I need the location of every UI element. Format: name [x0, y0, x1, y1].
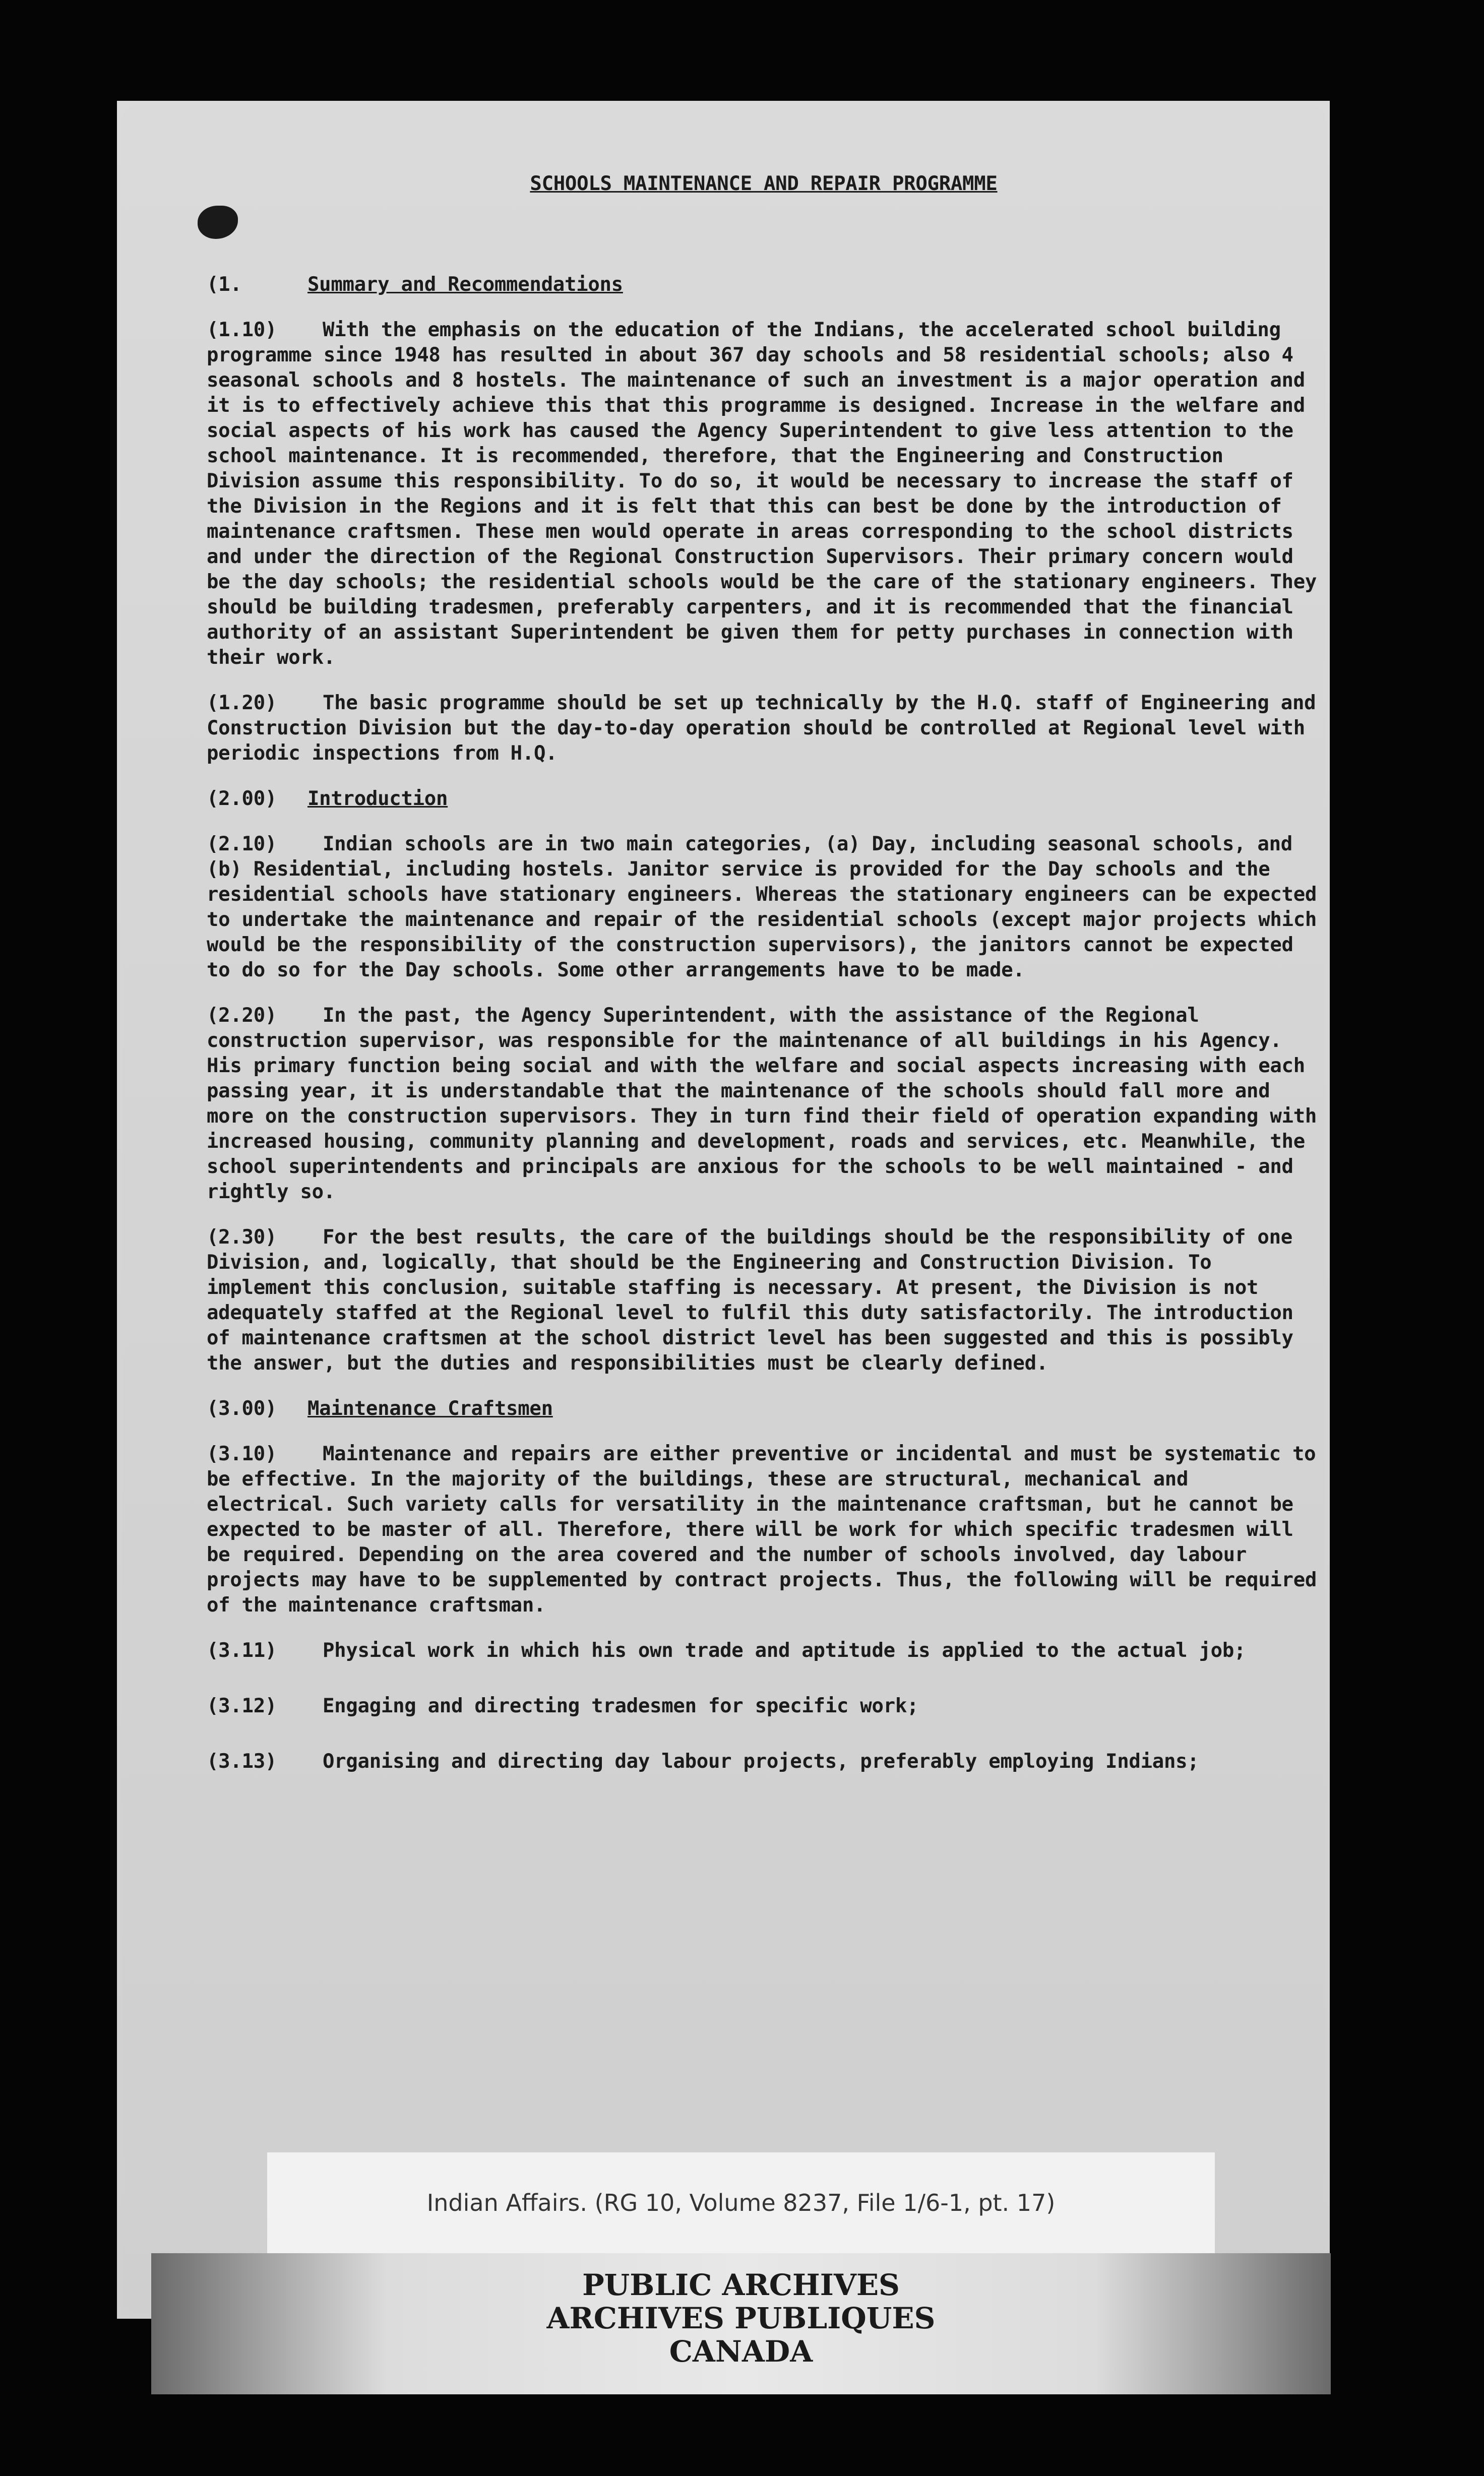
- document-title: SCHOOLS MAINTENANCE AND REPAIR PROGRAMME: [530, 172, 998, 195]
- section-number: (3.00): [207, 1397, 277, 1420]
- paragraph-text: In the past, the Agency Superintendent, with the assistance of the Regional construction supervisor, was responsible for the maintenance of all buildings in his Agency. His primary function being social and with the welfare and social aspects increasing with each passing year, it is understandable that the maintenance of the schools should fall more and more on the construction supervisors. They in turn find their field of operation expanding with increased housing, community planning and development, roads and services, etc. Meanwhile, the school superintendents and principals are anxious for the schools to be well maintained - and rightly so.: [207, 1004, 1317, 1203]
- paragraph: [207, 832, 1321, 983]
- list-item: [207, 1638, 1321, 1663]
- archive-caption: [267, 2152, 1215, 2253]
- section-number: (1.: [207, 273, 242, 296]
- item-text: Physical work in which his own trade and aptitude is applied to the actual job;: [323, 1639, 1246, 1662]
- item-text: Engaging and directing tradesmen for specific work;: [323, 1695, 919, 1717]
- paragraph-text: Maintenance and repairs are either preventive or incidental and must be systematic to be effective. In the majority of the buildings, these are structural, mechanical and electrical. Such variety calls for versatility in the maintenance craftsman, but he cannot be expected to be master of all. Therefore, there will be work for which specific tradesmen will be required. Depending on the area covered and the number of schools involved, day labour projects may have to be supplemented by contract projects. Thus, the following will be required of the maintenance craftsman.: [207, 1443, 1317, 1617]
- paragraph: [207, 691, 1321, 766]
- paragraph: [207, 1442, 1321, 1618]
- paragraph-text: For the best results, the care of the buildings should be the responsibility of one Division, and, logically, that should be the Engineering and Construction Division. To implement this conclusion, suitable staffing is necessary. At present, the Division is not adequately staffed at the Regional level to fulfil this duty satisfactorily. The introduction of maintenance craftsmen at the school district level has been suggested and this is possibly the answer, but the duties and responsibilities must be clearly defined.: [207, 1226, 1293, 1375]
- stamp-line-1: PUBLIC ARCHIVES: [582, 2268, 900, 2302]
- paragraph-number: (2.20): [207, 1004, 277, 1027]
- archives-stamp: [151, 2253, 1331, 2394]
- stamp-line-3: CANADA: [669, 2334, 813, 2369]
- paragraph-number: (1.20): [207, 692, 277, 714]
- paragraph-text: The basic programme should be set up technically by the H.Q. staff of Engineering and Construction Division but the day-to-day operation should be controlled at Regional level with periodic inspections from H.Q.: [207, 692, 1316, 765]
- section-heading: [207, 1396, 1321, 1421]
- paragraph-number: (2.10): [207, 833, 277, 855]
- stamp-text: [151, 2268, 1331, 2368]
- document-body: [207, 171, 1321, 1805]
- item-number: (3.12): [207, 1695, 277, 1717]
- paragraph-text: Indian schools are in two main categories, (a) Day, including seasonal schools, and (b) Residential, including hostels. Janitor service is provided for the Day schools and the residential schools have stationary engineers. Whereas the stationary engineers can be expected to undertake the maintenance and repair of the residential schools (except major projects which would be the responsibility of the construction supervisors), the janitors cannot be expected to do so for the Day schools. Some other arrangements have to be made.: [207, 833, 1317, 981]
- section-heading: [207, 272, 1321, 297]
- section-heading: [207, 786, 1321, 812]
- paragraph-text: With the emphasis on the education of the Indians, the accelerated school building programme since 1948 has resulted in about 367 day schools and 58 residential schools; also 4 seasonal schools and 8 hostels. The maintenance of such an investment is a major operation and it is to effectively achieve this that this programme is designed. Increase in the welfare and social aspects of his work has caused the Agency Superintendent to give less attention to the school maintenance. It is recommended, therefore, that the Engineering and Construction Division assume this responsibility. To do so, it would be necessary to increase the staff of the Division in the Regions and it is felt that this can best be done by the introduction of maintenance craftsmen. These men would operate in areas corresponding to the school districts and under the direction of the Regional Construction Supervisors. Their primary concern would be the day schools; the residential schools would be the care of the stationary engineers. They should be building tradesmen, preferably carpenters, and it is recommended that the financial authority of an assistant Superintendent be given them for petty purchases in connection with their work.: [207, 319, 1317, 669]
- section-title: Maintenance Craftsmen: [307, 1397, 553, 1420]
- paragraph: [207, 1225, 1321, 1376]
- item-number: (3.13): [207, 1750, 277, 1773]
- section-title: Introduction: [307, 787, 448, 810]
- paragraph-number: (2.30): [207, 1226, 277, 1249]
- section-title: Summary and Recommendations: [307, 273, 623, 296]
- paragraph: [207, 318, 1321, 670]
- paragraph-number: (3.10): [207, 1443, 277, 1465]
- paragraph-number: (1.10): [207, 319, 277, 341]
- item-number: (3.11): [207, 1639, 277, 1662]
- list-item: [207, 1749, 1321, 1774]
- list-item: [207, 1694, 1321, 1719]
- item-text: Organising and directing day labour projects, preferably employing Indians;: [323, 1750, 1199, 1773]
- paragraph: [207, 1003, 1321, 1205]
- caption-text: Indian Affairs. (RG 10, Volume 8237, File 1/6-1, pt. 17): [426, 2189, 1056, 2216]
- section-number: (2.00): [207, 787, 277, 810]
- stamp-line-2: ARCHIVES PUBLIQUES: [546, 2301, 936, 2335]
